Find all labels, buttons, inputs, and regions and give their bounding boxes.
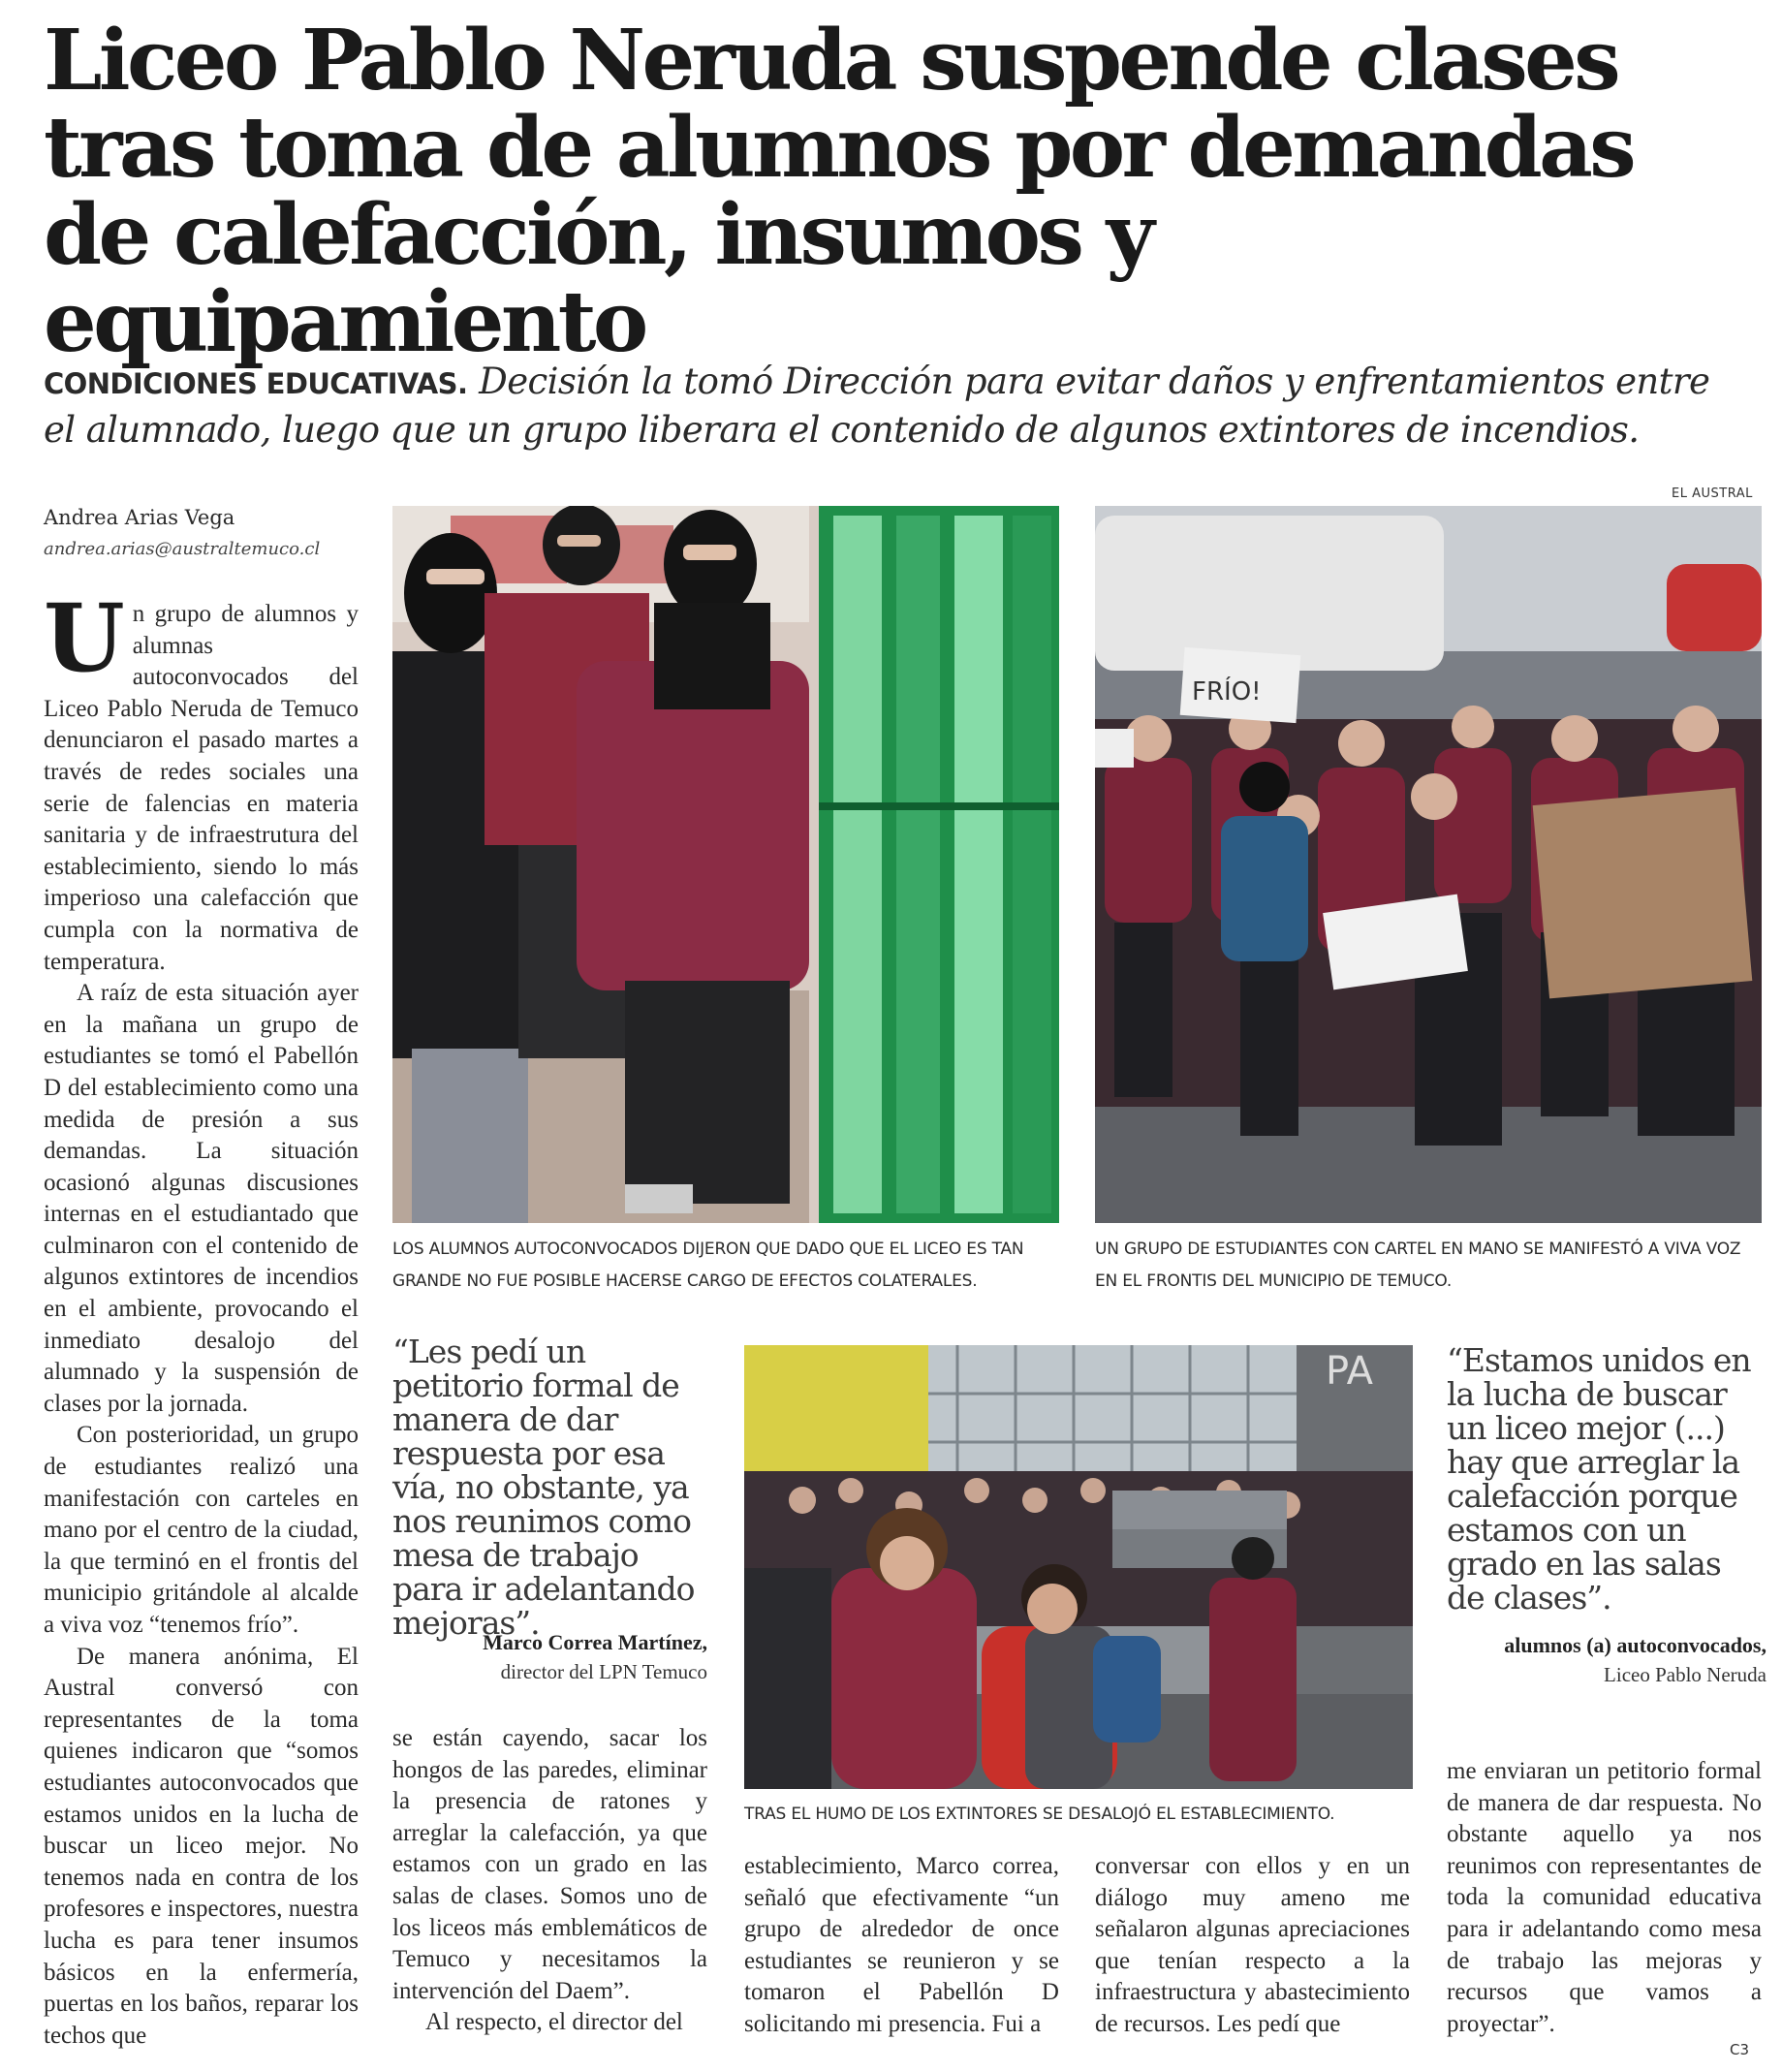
pull-quote: “Les pedí un petitorio formal de manera de dar respuesta por esa vía, no obstante, ya nos reunimos como mesa de trabajo para ir adelantando mejoras”. [392,1333,695,1642]
section-kicker: CONDICIONES EDUCATIVAS. [44,367,468,400]
protest-sign-text: FRÍO! [1192,677,1262,706]
photo-caption: UN GRUPO DE ESTUDIANTES CON CARTEL EN MANO SE MANIFESTÓ A VIVA VOZ EN EL FRONTIS DEL MUNICIPIO DE TEMUCO. [1095,1240,1741,1291]
body-column-3 [744,1851,1059,2041]
body-paragraph: se están cayendo, sacar los hongos de las paredes, eliminar la presencia de ratones y arreglar la calefacción, ya que estamos con un grado en las salas de clases. Somos uno de los liceos más emblemáticos de Temuco y necesitamos la intervención del Daem”. [392,1725,707,2004]
body-column-2 [392,1723,707,2039]
photo-evacuation [744,1345,1413,1789]
photo-students-hallway [392,506,1059,1223]
author-name: Andrea Arias Vega [44,506,235,529]
building-letters: PA [1326,1349,1373,1394]
headline: Liceo Pablo Neruda suspende clases tras toma de alumnos por demandas de calefacción, insumos y equipamiento [44,12,1634,371]
body-paragraph [44,583,359,978]
body-column-5 [1447,1756,1762,2040]
subhead-text: Decisión la tomó Dirección para evitar daños y enfrentamientos entre el alumnado, luego que un grupo liberara el contenido de algunos extintores de incendios. [44,361,1710,451]
photo-evacuation-image [744,1345,1413,1789]
photo-caption: TRAS EL HUMO DE LOS EXTINTORES SE DESALOJÓ EL ESTABLECIMIENTO. [744,1805,1335,1824]
author-email[interactable]: andrea.arias@australtemuco.cl [44,539,321,559]
photo-protest-image [1095,506,1762,1223]
quote-author: Marco Correa Martínez, [483,1630,707,1654]
body-column-1 [44,583,359,2052]
photo-hallway-image [392,506,1059,1223]
photo-caption: LOS ALUMNOS AUTOCONVOCADOS DIJERON QUE DADO QUE EL LICEO ES TAN GRANDE NO FUE POSIBLE HACERSE CARGO DE EFECTOS COLATERALES. [392,1240,1024,1291]
photo-protest-municipality [1095,506,1762,1223]
body-paragraph: me enviaran un petitorio formal de manera de dar respuesta. No obstante aquello ya nos reunimos con representantes de toda la comunidad educativa para ir adelantando como mesa de trabajo las mejoras y recursos que vamos a proyectar”. [1447,1758,1762,2037]
paragraph-text: n grupo de alumnos y alumnas autoconvocados del Liceo Pablo Neruda de Temuco denunciaron el pasado martes a través de redes sociales una serie de falencias en materia sanitaria y de infraestrutura del establecimiento, siendo lo más imperioso una calefacción que cumpla con la normativa de temperatura. [44,601,359,975]
drop-cap: U [44,583,125,693]
quote-role: Liceo Pablo Neruda [1604,1663,1766,1686]
body-paragraph: Con posterioridad, un grupo de estudiantes realizó una manifestación con carteles en mano por el centro de la ciudad, la que terminó en el frontis del municipio gritándole al alcalde a viva voz “tenemos frío”. [44,1422,359,1638]
quote-author: alumnos (a) autoconvocados, [1504,1633,1766,1657]
subheadline [44,359,1720,454]
body-paragraph: establecimiento, Marco correa, señaló que efectivamente “un grupo de alrededor de once estudiantes se reunieron y se tomaron el Pabellón D solicitando mi presencia. Fui a [744,1853,1059,2037]
photo-credit: EL AUSTRAL [1672,487,1753,501]
body-paragraph: A raíz de esta situación ayer en la mañana un grupo de estudiantes se tomó el Pabellón D del establecimiento como una medida de presión a sus demandas. La situación ocasionó algunas discusiones internas en el estudiantado que culminaron con el contenido de algunos extintores de incendios en el ambiente, provocando el inmediato desalojo del alumnado y la suspensión de clases por la jornada. [44,980,359,1417]
body-paragraph: De manera anónima, El Austral conversó con representantes de la toma quienes indicaron que “somos estudiantes autoconvocados que estamos unidos en la lucha de buscar un liceo mejor. No tenemos nada en contra de los profesores e inspectores, nuestra lucha es para tener insumos básicos en la enfermería, puertas en los baños, reparar los techos que [44,1643,359,2049]
body-paragraph: Al respecto, el director del [425,2009,683,2036]
pull-quote: “Estamos unidos en la lucha de buscar un liceo mejor (...) hay que arreglar la calefacción porque estamos con un grado en las salas de clases”. [1447,1341,1751,1617]
quote-role: director del LPN Temuco [500,1660,707,1683]
body-paragraph: conversar con ellos y en un diálogo muy ameno me señalaron algunas apreciaciones que tenían respecto a la infraestructura y abastecimiento de recursos. Les pedí que [1095,1853,1410,2037]
end-mark: C3 [1730,2041,1750,2058]
body-column-4 [1095,1851,1410,2041]
